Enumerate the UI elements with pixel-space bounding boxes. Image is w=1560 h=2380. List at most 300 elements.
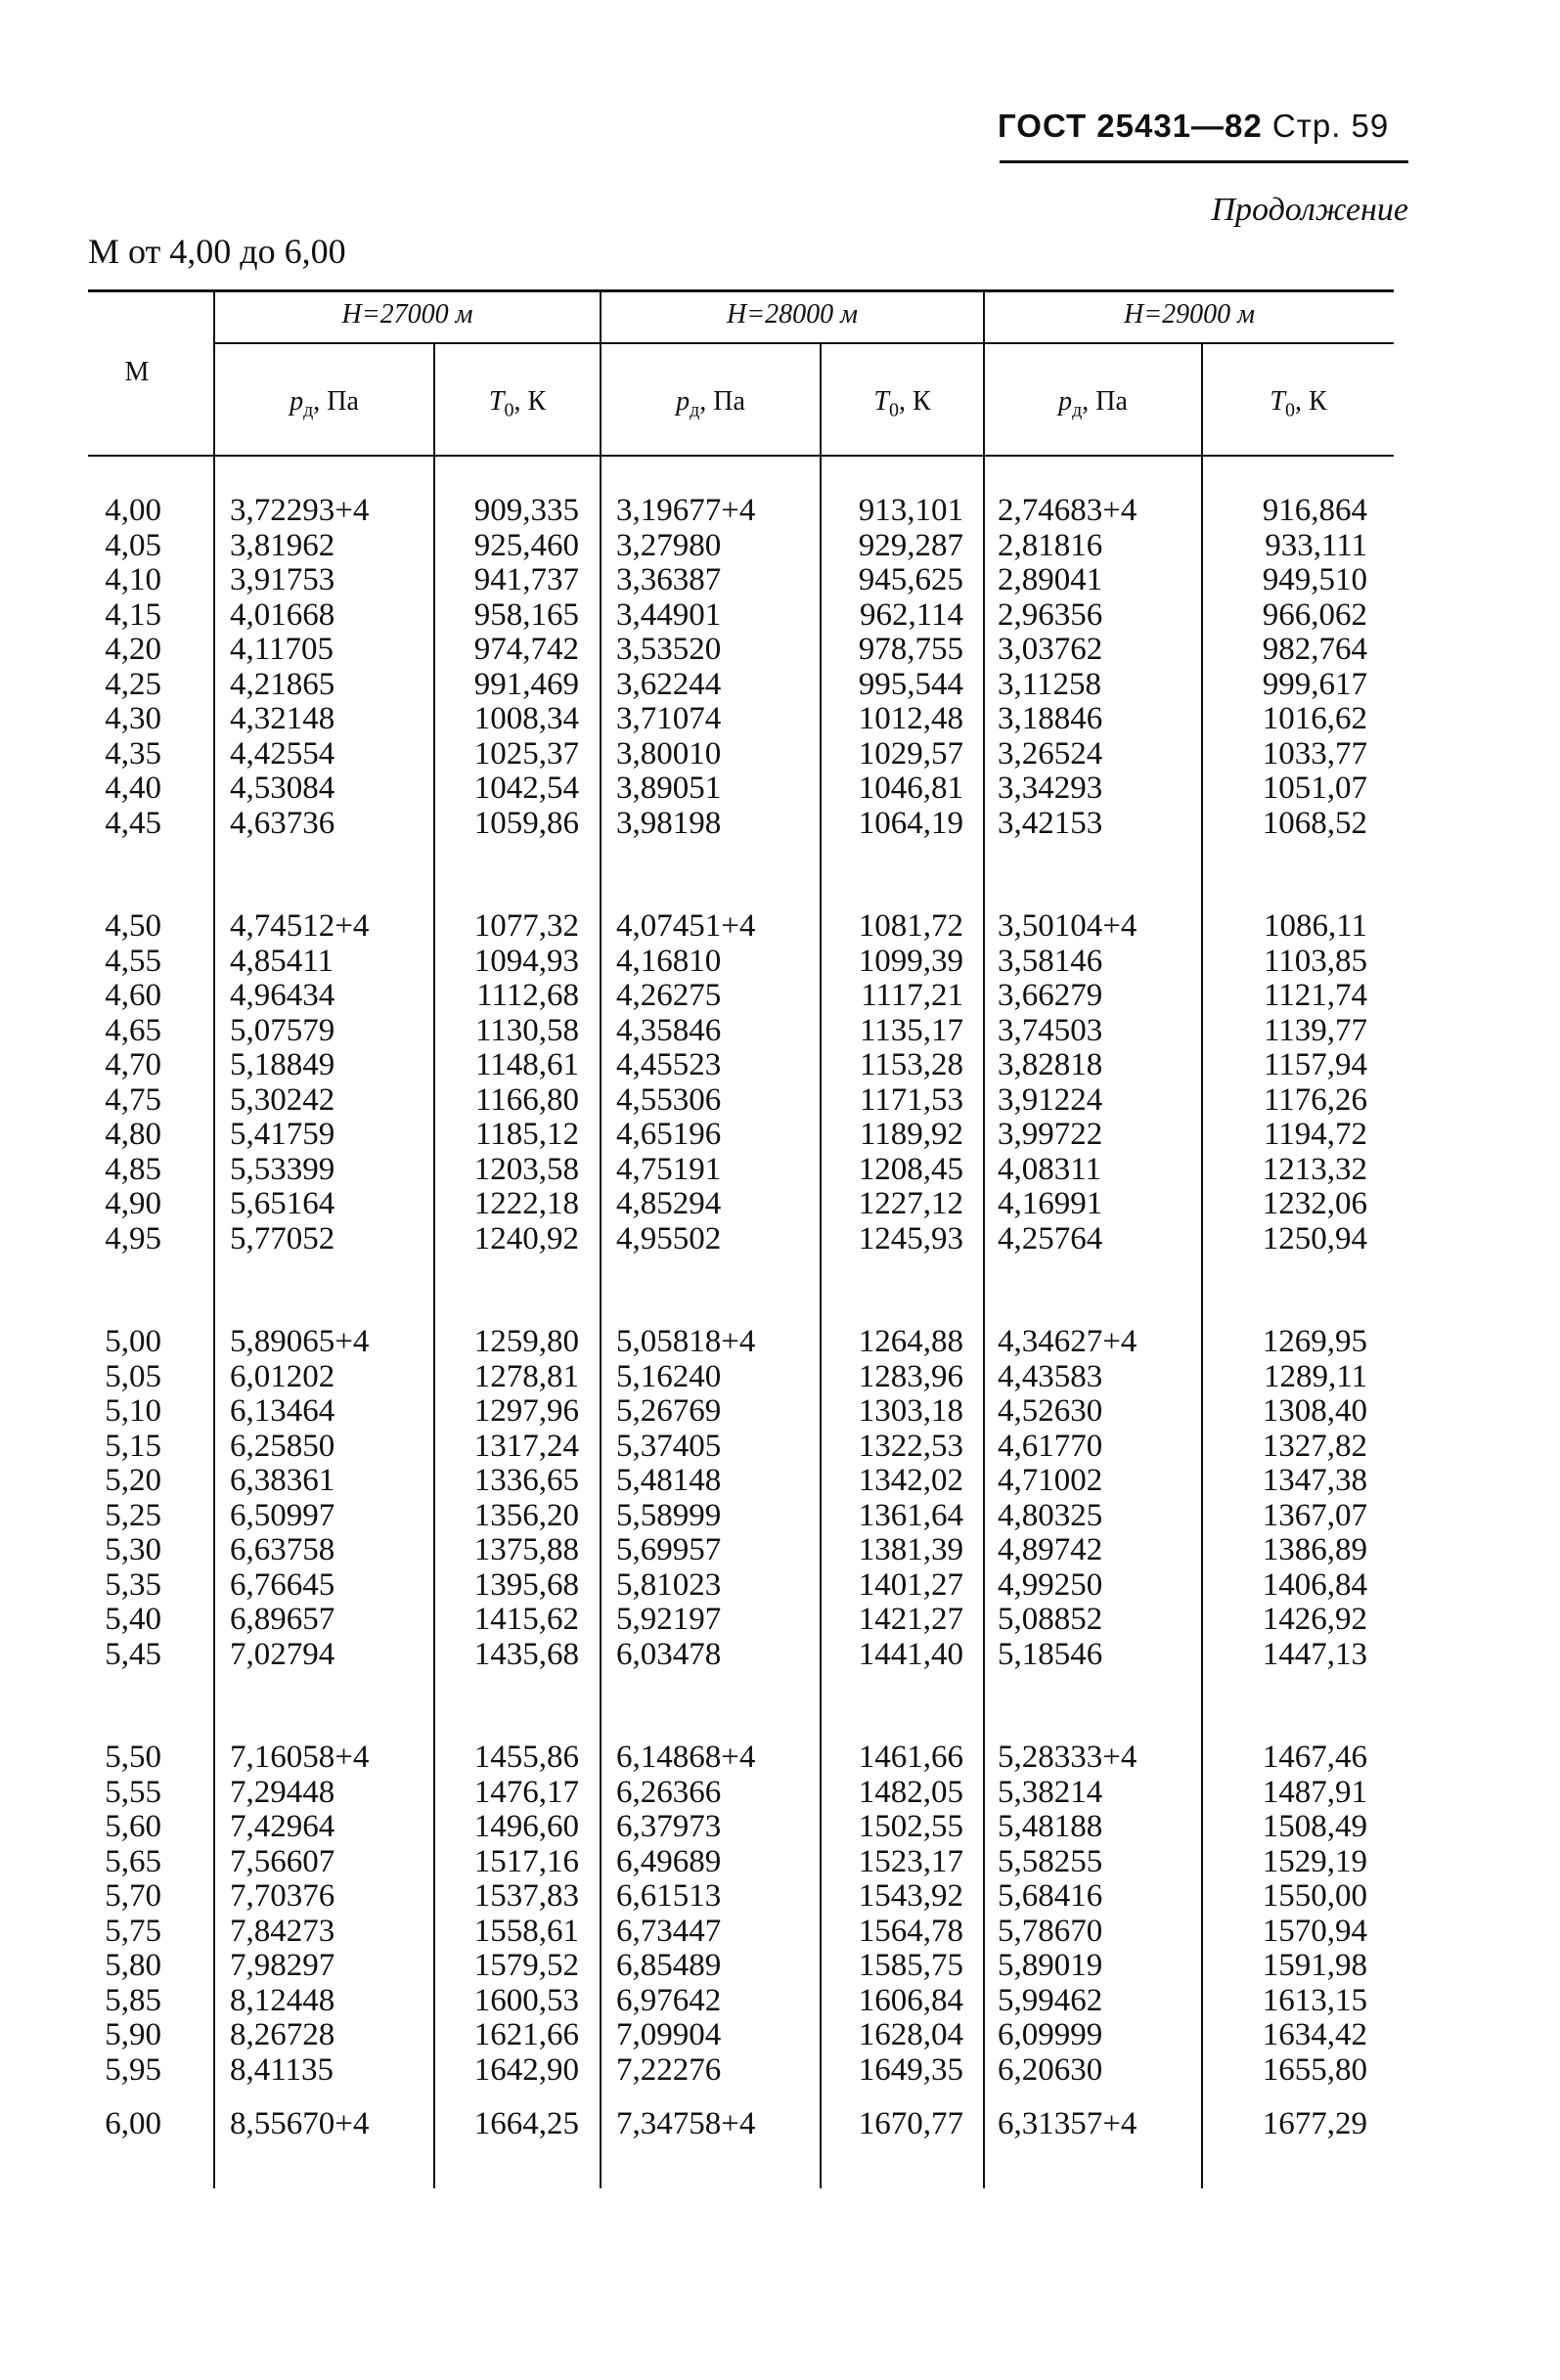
t29-cell: 1232,06 [1262,1186,1367,1221]
m-cell: 4,35 [105,735,161,771]
p27-cell: 8,41135 [230,2051,334,2088]
p28-cell: 5,05818+4 [616,1324,756,1359]
p29-cell: 6,20630 [998,2051,1103,2088]
m-cell: 5,35 [105,1566,161,1603]
p27-cell: 6,25850 [230,1428,335,1464]
t28-cell: 1029,57 [858,735,963,771]
t27-cell: 1112,68 [476,978,579,1013]
t27-cell: 1059,86 [473,805,579,841]
m-cell: 4,70 [105,1047,161,1082]
m-cell: 5,80 [105,1948,161,1983]
p27-cell: 7,84273 [230,1913,335,1949]
t27-cell: 1148,61 [474,1047,579,1082]
t29-cell: 1367,07 [1262,1497,1367,1533]
m-cell: 4,10 [105,562,161,597]
t27-cell: 1336,65 [473,1463,579,1498]
pressure-header-27000: $p_д$, Па [290,386,359,421]
t27-cell: 1259,80 [473,1324,579,1359]
p29-cell: 5,08852 [998,1602,1103,1637]
column-divider [820,344,822,2188]
mach-column-header: М [124,357,150,387]
p27-cell: 5,53399 [230,1151,335,1187]
m-cell: 4,60 [105,978,161,1013]
m-cell: 5,75 [105,1913,161,1949]
m-cell: 5,15 [105,1428,161,1464]
p28-cell: 4,85294 [616,1186,722,1221]
t28-cell: 978,755 [858,632,963,667]
p29-cell: 6,09999 [998,2017,1103,2052]
column-divider [600,291,602,2188]
t29-cell: 966,062 [1262,596,1367,633]
column-divider [433,344,435,2188]
p28-cell: 7,09904 [616,2017,722,2052]
p27-cell: 6,63758 [230,1532,335,1567]
p29-cell: 3,58146 [998,943,1103,979]
column-divider [983,291,985,2188]
m-cell: 5,00 [105,1324,161,1359]
t28-cell: 1283,96 [858,1358,963,1394]
p27-cell: 4,53084 [230,771,335,806]
m-cell: 5,90 [105,2017,161,2052]
t27-cell: 1278,81 [473,1358,579,1394]
t27-cell: 1537,83 [473,1878,579,1914]
p29-cell: 3,99722 [998,1117,1103,1152]
t28-cell: 1441,40 [858,1636,963,1672]
t27-cell: 1203,58 [473,1151,579,1187]
m-cell: 4,90 [105,1186,161,1221]
p29-cell: 5,99462 [998,1982,1103,2018]
m-cell: 5,95 [105,2051,161,2088]
p28-cell: 5,26769 [616,1393,722,1429]
m-cell: 5,45 [105,1636,161,1672]
t27-cell: 1621,66 [473,2017,579,2052]
t27-cell: 958,165 [473,596,579,633]
m-cell: 5,40 [105,1602,161,1637]
m-cell: 6,00 [105,2106,161,2141]
p28-cell: 6,26366 [616,1774,722,1810]
m-cell: 4,05 [105,527,161,563]
p27-cell: 4,42554 [230,735,335,771]
group-title-29000: H=29000 м [1124,299,1255,330]
pressure-header-29000: $p_д$, Па [1058,386,1128,421]
m-cell: 4,50 [105,908,161,944]
p29-cell: 5,89019 [998,1948,1103,1983]
t27-cell: 1415,62 [473,1602,579,1637]
p28-cell: 4,95502 [616,1220,722,1256]
t28-cell: 1046,81 [858,771,963,806]
pressure-header-28000: $p_д$, Па [676,386,745,421]
p28-cell: 6,61513 [616,1878,722,1914]
p27-cell: 8,55670+4 [230,2106,370,2141]
t29-cell: 1655,80 [1262,2051,1367,2088]
t27-cell: 1166,80 [474,1081,579,1118]
p28-cell: 4,45523 [616,1047,722,1082]
continuation-label: Продолжение [1211,192,1408,228]
t28-cell: 945,625 [858,562,963,597]
page-header [998,108,1408,156]
t29-cell: 1250,94 [1262,1220,1367,1256]
t29-cell: 1016,62 [1262,701,1367,736]
p27-cell: 6,50997 [230,1497,335,1533]
p29-cell: 3,42153 [998,805,1103,841]
t29-cell: 1570,94 [1262,1913,1367,1949]
t27-cell: 1025,37 [473,735,579,771]
t28-cell: 1064,19 [858,805,963,841]
t28-cell: 1081,72 [858,908,963,944]
p29-cell: 5,28333+4 [998,1740,1137,1775]
p29-cell: 4,52630 [998,1393,1103,1429]
p29-cell: 4,80325 [998,1497,1103,1533]
p27-cell: 7,70376 [230,1878,335,1914]
p28-cell: 3,62244 [616,666,722,702]
p28-cell: 3,71074 [616,701,722,736]
t27-cell: 1455,86 [473,1740,579,1775]
t27-cell: 1077,32 [473,908,579,944]
p29-cell: 5,58255 [998,1843,1103,1879]
table-header-rule [88,455,1394,457]
p29-cell: 3,18846 [998,701,1103,736]
p29-cell: 3,11258 [998,666,1102,702]
p28-cell: 5,37405 [616,1428,722,1464]
t28-cell: 1342,02 [858,1463,963,1498]
p29-cell: 4,89742 [998,1532,1103,1567]
p28-cell: 6,37973 [616,1809,722,1844]
t29-cell: 1269,95 [1262,1324,1367,1359]
m-cell: 4,40 [105,771,161,806]
p29-cell: 4,61770 [998,1428,1103,1464]
p27-cell: 4,85411 [230,943,334,979]
t27-cell: 1356,20 [473,1497,579,1533]
p28-cell: 5,48148 [616,1463,722,1498]
t27-cell: 1042,54 [473,771,579,806]
t27-cell: 941,737 [473,562,579,597]
header-underline [1000,160,1408,163]
column-divider [1201,344,1203,2188]
p27-cell: 5,07579 [230,1012,335,1048]
p27-cell: 5,77052 [230,1220,335,1256]
t28-cell: 1564,78 [858,1913,963,1949]
p27-cell: 5,30242 [230,1081,335,1118]
p29-cell: 4,16991 [998,1186,1103,1221]
p29-cell: 5,78670 [998,1913,1103,1949]
p29-cell: 6,31357+4 [998,2106,1137,2141]
t28-cell: 1245,93 [858,1220,963,1256]
p29-cell: 2,74683+4 [998,493,1137,528]
t27-cell: 1094,93 [473,943,579,979]
m-cell: 5,55 [105,1774,161,1810]
m-cell: 5,60 [105,1809,161,1844]
standard-number: ГОСТ 25431—82 [998,108,1263,144]
t28-cell: 1543,92 [858,1878,963,1914]
p28-cell: 5,92197 [616,1602,722,1637]
p27-cell: 3,81962 [230,527,335,563]
t29-cell: 1447,13 [1262,1636,1367,1672]
t27-cell: 1395,68 [473,1566,579,1603]
p28-cell: 6,73447 [616,1913,722,1949]
m-cell: 4,20 [105,632,161,667]
p27-cell: 6,76645 [230,1566,335,1603]
t29-cell: 1194,72 [1263,1117,1367,1152]
t28-cell: 962,114 [859,596,963,633]
m-cell: 4,55 [105,943,161,979]
p28-cell: 3,98198 [616,805,722,841]
t28-cell: 1482,05 [858,1774,963,1810]
p28-cell: 4,16810 [616,943,722,979]
t29-cell: 1033,77 [1262,735,1367,771]
p28-cell: 4,07451+4 [616,908,756,944]
m-cell: 4,95 [105,1220,161,1256]
temperature-header-27000: $T_0$, К [488,386,547,421]
temperature-header-29000: $T_0$, К [1270,386,1327,421]
t28-cell: 1189,92 [859,1117,963,1152]
t29-cell: 1591,98 [1262,1948,1367,1983]
group-header-rule [215,342,1394,344]
m-cell: 4,30 [105,701,161,736]
t29-cell: 1386,89 [1262,1532,1367,1567]
t28-cell: 1361,64 [858,1497,963,1533]
t29-cell: 1550,00 [1262,1878,1367,1914]
p28-cell: 4,26275 [616,978,722,1013]
t27-cell: 1558,61 [473,1913,579,1949]
t29-cell: 1347,38 [1262,1463,1367,1498]
p29-cell: 5,48188 [998,1809,1103,1844]
t28-cell: 1585,75 [858,1948,963,1983]
t29-cell: 1327,82 [1262,1428,1367,1464]
t29-cell: 1289,11 [1263,1358,1367,1394]
p27-cell: 4,63736 [230,805,335,841]
t29-cell: 1426,92 [1262,1602,1367,1637]
p29-cell: 3,91224 [998,1081,1103,1118]
p28-cell: 6,49689 [616,1843,722,1879]
p28-cell: 6,03478 [616,1636,722,1672]
t28-cell: 1303,18 [858,1393,963,1429]
t27-cell: 1130,58 [474,1012,579,1048]
t27-cell: 1435,68 [473,1636,579,1672]
table-top-rule [88,289,1394,292]
t29-cell: 1677,29 [1262,2106,1367,2141]
t27-cell: 1476,17 [473,1774,579,1810]
t28-cell: 1208,45 [858,1151,963,1187]
t29-cell: 1508,49 [1262,1809,1367,1844]
t28-cell: 1381,39 [858,1532,963,1567]
t27-cell: 1185,12 [474,1117,579,1152]
t27-cell: 1664,25 [473,2106,579,2141]
p28-cell: 5,81023 [616,1566,722,1603]
t28-cell: 1523,17 [858,1843,963,1879]
t27-cell: 1317,24 [473,1428,579,1464]
t27-cell: 1375,88 [473,1532,579,1567]
group-title-27000: H=27000 м [341,299,473,330]
p27-cell: 8,12448 [230,1982,335,2018]
p27-cell: 7,42964 [230,1809,335,1844]
t28-cell: 1171,53 [859,1081,963,1118]
p27-cell: 7,56607 [230,1843,335,1879]
p28-cell: 3,44901 [616,596,722,633]
t28-cell: 1606,84 [858,1982,963,2018]
p28-cell: 6,85489 [616,1948,722,1983]
p27-cell: 6,38361 [230,1463,335,1498]
p27-cell: 7,16058+4 [230,1740,370,1775]
p27-cell: 6,01202 [230,1358,335,1394]
p29-cell: 3,03762 [998,632,1103,667]
m-cell: 5,85 [105,1982,161,2018]
m-cell: 4,25 [105,666,161,702]
p29-cell: 5,18546 [998,1636,1103,1672]
p27-cell: 3,72293+4 [230,493,370,528]
m-cell: 4,65 [105,1012,161,1048]
p28-cell: 6,14868+4 [616,1740,756,1775]
p27-cell: 7,98297 [230,1948,335,1983]
t29-cell: 1487,91 [1262,1774,1367,1810]
t28-cell: 1502,55 [858,1809,963,1844]
t27-cell: 1642,90 [473,2051,579,2088]
t27-cell: 1240,92 [473,1220,579,1256]
t28-cell: 1135,17 [859,1012,963,1048]
t27-cell: 925,460 [473,527,579,563]
t28-cell: 1153,28 [859,1047,963,1082]
p27-cell: 7,29448 [230,1774,335,1810]
p29-cell: 3,50104+4 [998,908,1137,944]
p27-cell: 4,01668 [230,596,335,633]
m-cell: 4,45 [105,805,161,841]
p27-cell: 4,32148 [230,701,335,736]
t28-cell: 995,544 [858,666,963,702]
mach-range-label: М от 4,00 до 6,00 [88,232,346,271]
p28-cell: 5,16240 [616,1358,722,1394]
p28-cell: 6,97642 [616,1982,722,2018]
t27-cell: 1496,60 [473,1809,579,1844]
p28-cell: 7,34758+4 [616,2106,756,2141]
t29-cell: 1634,42 [1262,2017,1367,2052]
t27-cell: 1008,34 [473,701,579,736]
m-cell: 5,20 [105,1463,161,1498]
p29-cell: 3,82818 [998,1047,1103,1082]
t29-cell: 982,764 [1262,632,1367,667]
t28-cell: 1099,39 [858,943,963,979]
t28-cell: 1670,77 [858,2106,963,2141]
p27-cell: 6,89657 [230,1602,335,1637]
t29-cell: 1068,52 [1262,805,1367,841]
t29-cell: 1529,19 [1262,1843,1367,1879]
m-cell: 4,85 [105,1151,161,1187]
t27-cell: 1600,53 [473,1982,579,2018]
p29-cell: 4,34627+4 [998,1324,1137,1359]
m-cell: 5,30 [105,1532,161,1567]
column-divider [213,291,215,2188]
t28-cell: 1322,53 [858,1428,963,1464]
p27-cell: 6,13464 [230,1393,335,1429]
p27-cell: 4,74512+4 [230,908,370,944]
p29-cell: 5,38214 [998,1774,1103,1810]
p28-cell: 3,27980 [616,527,722,563]
p27-cell: 4,96434 [230,978,335,1013]
p29-cell: 5,68416 [998,1878,1103,1914]
p29-cell: 4,25764 [998,1220,1103,1256]
t27-cell: 974,742 [473,632,579,667]
m-cell: 5,50 [105,1740,161,1775]
p28-cell: 7,22276 [616,2051,722,2088]
p27-cell: 5,41759 [230,1117,335,1152]
p27-cell: 5,18849 [230,1047,335,1082]
t29-cell: 1051,07 [1262,771,1367,806]
p27-cell: 5,65164 [230,1186,335,1221]
t29-cell: 1139,77 [1263,1012,1367,1048]
t29-cell: 1406,84 [1262,1566,1367,1603]
m-cell: 5,05 [105,1358,161,1394]
p29-cell: 2,81816 [998,527,1103,563]
t29-cell: 933,111 [1265,527,1367,563]
t29-cell: 1121,74 [1263,978,1367,1013]
t28-cell: 1628,04 [858,2017,963,2052]
t29-cell: 916,864 [1262,493,1367,528]
p29-cell: 4,99250 [998,1566,1103,1603]
temperature-header-28000: $T_0$, К [873,386,931,421]
m-cell: 4,15 [105,596,161,633]
group-title-28000: H=28000 м [727,299,858,330]
t28-cell: 1117,21 [861,978,963,1013]
p27-cell: 4,11705 [230,632,334,667]
p29-cell: 3,66279 [998,978,1103,1013]
m-cell: 5,70 [105,1878,161,1914]
p28-cell: 4,55306 [616,1081,722,1118]
t29-cell: 1308,40 [1262,1393,1367,1429]
t27-cell: 1297,96 [473,1393,579,1429]
p28-cell: 3,80010 [616,735,722,771]
t28-cell: 913,101 [858,493,963,528]
t27-cell: 1222,18 [473,1186,579,1221]
m-cell: 4,75 [105,1081,161,1118]
t29-cell: 1176,26 [1263,1081,1367,1118]
t27-cell: 1517,16 [473,1843,579,1879]
t28-cell: 929,287 [858,527,963,563]
p28-cell: 4,65196 [616,1117,722,1152]
p28-cell: 3,53520 [616,632,722,667]
t27-cell: 909,335 [473,493,579,528]
p28-cell: 3,36387 [616,562,722,597]
p27-cell: 7,02794 [230,1636,335,1672]
t29-cell: 1613,15 [1262,1982,1367,2018]
t28-cell: 1421,27 [858,1602,963,1637]
t29-cell: 1157,94 [1263,1047,1367,1082]
p29-cell: 2,96356 [998,596,1103,633]
m-cell: 4,00 [105,493,161,528]
t28-cell: 1012,48 [858,701,963,736]
m-cell: 4,80 [105,1117,161,1152]
p27-cell: 8,26728 [230,2017,335,2052]
t29-cell: 949,510 [1262,562,1367,597]
t29-cell: 999,617 [1262,666,1367,702]
p28-cell: 4,75191 [616,1151,722,1187]
p29-cell: 3,34293 [998,771,1103,806]
m-cell: 5,25 [105,1497,161,1533]
p29-cell: 2,89041 [998,562,1103,597]
t28-cell: 1264,88 [858,1324,963,1359]
t29-cell: 1086,11 [1263,908,1367,944]
t29-cell: 1213,32 [1262,1151,1367,1187]
p29-cell: 4,71002 [998,1463,1103,1498]
t28-cell: 1401,27 [858,1566,963,1603]
p29-cell: 3,26524 [998,735,1103,771]
t27-cell: 991,469 [473,666,579,702]
t29-cell: 1103,85 [1263,943,1367,979]
p28-cell: 3,89051 [616,771,722,806]
p29-cell: 4,08311 [998,1151,1102,1187]
p29-cell: 3,74503 [998,1012,1103,1048]
p28-cell: 3,19677+4 [616,493,756,528]
p27-cell: 4,21865 [230,666,335,702]
t28-cell: 1227,12 [858,1186,963,1221]
p27-cell: 5,89065+4 [230,1324,370,1359]
